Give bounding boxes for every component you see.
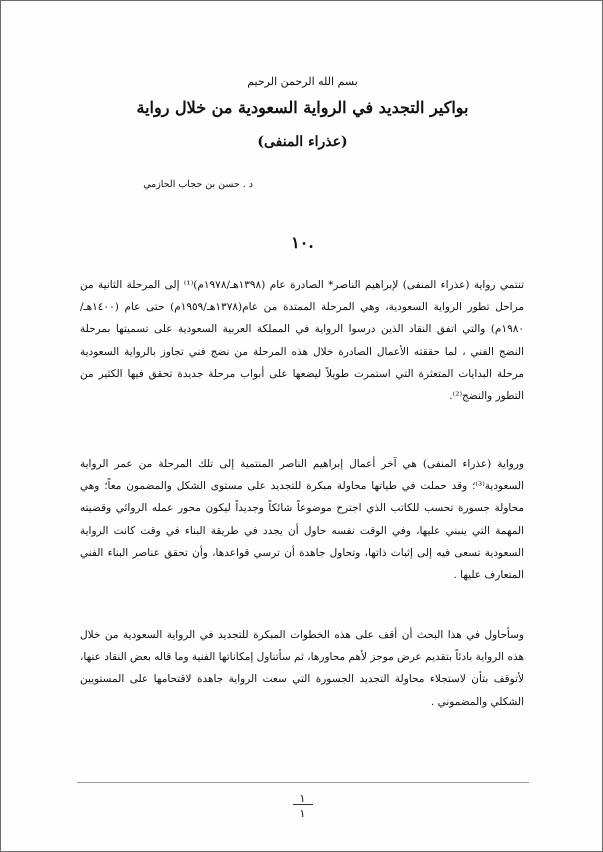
basmala: بسم الله الرحمن الرحيم [247,75,358,88]
footer-divider [77,782,529,783]
page-subtitle: (عذراء المنفى) [257,134,348,150]
paragraph-1: تنتمي رواية (عذراء المنفى) لإبراهيم الناصر* الصادرة عام (١٣٩٨هـ/١٩٧٨م)⁽¹⁾ إلى المرحلة الثانية من مراحل تطور الرواية السعودية، وهي المرحلة الممتدة من عام(١٣٧٨هـ/١٩٥٩م) حتى عام (١٤٠٠هـ/١٩٨٠م) والتي اتفق النقاد الذين درسوا الرواية في المملكة العربية السعودية على تسميتها بمرحلة النضج الفني ، لما حققته الأعمال الصادرة خلال هذه المرحلة من نضج فني تجاوز بالرواية السعودية مرحلة البدايات المتعثرة التي استمرت طويلاً ليضعها على أبواب مرحلة جديدة تحقق فيها الكثير من التطور والنضج⁽²⁾. [80,279,524,403]
page-title: بواكير التجديد في الرواية السعودية من خلال رواية [136,98,469,117]
page-number-separator [293,804,313,805]
paragraph-2: ورواية (عذراء المنفى) هي آخر أعمال إبراهيم الناصر المنتمية إلى تلك المرحلة من عمر الرواية السعودية⁽³⁾؛ وقد حملت في طياتها محاولة مبكرة للتجديد على مستوى الشكل والمضمون معاً؛ وهي محاولة جسورة تحسب للكاتب الذي اجترح موضوعاً شائكاً وجديداً ليكون محور عمله الروائي وقضيته المهمة التي ينبني عليها، وفي الوقت نفسه حاول أن يجدد في طريقة البناء في وقت كانت الرواية السعودية تسعى فيه إلى إثبات ذاتها، وتحاول جاهدة أن ترسي قواعدها، وأن تحقق عناصر البناء الفني المتعارف عليها . [80,458,524,582]
page-number: ١ [299,792,306,805]
section-number: .١٠ [291,233,314,252]
paragraph-3: وسأحاول في هذا البحث أن أقف على هذه الخطوات المبكرة للتجديد في الرواية السعودية من خلال هذه الرواية بادئاً بتقديم عرض موجز لأهم محاورها، ثم سأتناول إمكاناتها الفنية وما قاله بعض النقاد عنها، لأتوقف بتأن لاستجلاء محاولة التجديد الجسورة التي سعت الرواية جاهدة لاقتحامها على المستويين الشكلي والمضموني . [80,629,524,708]
page-number-below: ١ [299,807,306,820]
author-name: د . حسن بن حجاب الحازمي [143,179,253,190]
